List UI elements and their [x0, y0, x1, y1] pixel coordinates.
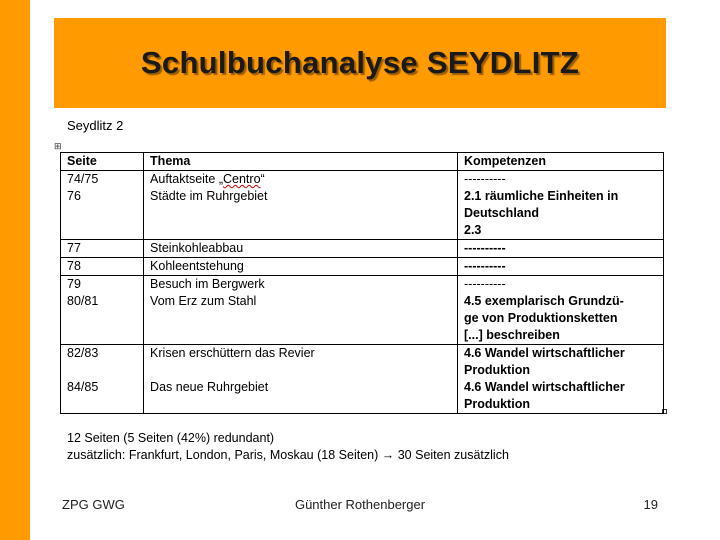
- seite-value: 76: [67, 189, 81, 203]
- cell-thema: [144, 276, 458, 345]
- seite-value: 78: [67, 259, 81, 273]
- thema-value: Krisen erschüttern das Revier: [150, 346, 315, 360]
- title-banner: [54, 18, 666, 108]
- seite-value: 74/75: [67, 172, 99, 186]
- kompetenz-value: Deutschland: [464, 206, 540, 220]
- cell-thema: [144, 258, 458, 276]
- summary-line: [67, 447, 509, 464]
- cell-seite: [61, 258, 144, 276]
- seite-value: 84/85: [67, 380, 99, 394]
- seite-value: 77: [67, 241, 81, 255]
- summary-text: 30 Seiten zusätzlich: [397, 448, 509, 462]
- left-accent-bar: [0, 0, 30, 540]
- thema-misspelled-word: Centro: [223, 172, 261, 186]
- cell-thema: [144, 240, 458, 258]
- thema-value: Kohleentstehung: [150, 259, 244, 273]
- cell-kompetenzen: [458, 240, 664, 258]
- table-header-row: [61, 153, 664, 171]
- kompetenz-value: ----------: [464, 241, 506, 255]
- table-row: [61, 345, 664, 414]
- table-row: [61, 258, 664, 276]
- thema-text: Auftaktseite „: [150, 172, 223, 186]
- kompetenz-value: ----------: [464, 259, 506, 273]
- footer-left: ZPG GWG: [62, 497, 125, 512]
- cell-seite: [61, 276, 144, 345]
- cell-kompetenzen: [458, 258, 664, 276]
- table-row: [61, 240, 664, 258]
- kompetenz-value: 4.6 Wandel wirtschaftlicher: [464, 380, 625, 394]
- table-anchor-icon: ⊞: [54, 141, 62, 151]
- table-row: [61, 171, 664, 240]
- kompetenz-value: ge von Produktionsketten: [464, 311, 618, 325]
- slide-title: Schulbuchanalyse SEYDLITZ: [140, 45, 580, 80]
- cell-kompetenzen: [458, 171, 664, 240]
- kompetenz-value: 2.1 räumliche Einheiten in: [464, 189, 619, 203]
- thema-text: “: [260, 172, 265, 186]
- document-subtitle: Seydlitz 2: [67, 118, 124, 133]
- kompetenz-value: Produktion: [464, 363, 530, 377]
- header-kompetenzen: Kompetenzen: [458, 153, 664, 171]
- summary-line: 12 Seiten (5 Seiten (42%) redundant): [67, 431, 275, 445]
- thema-value: Vom Erz zum Stahl: [150, 294, 257, 308]
- cell-seite: [61, 171, 144, 240]
- thema-value: Steinkohleabbau: [150, 241, 244, 255]
- thema-value: Das neue Ruhrgebiet: [150, 380, 269, 394]
- thema-value: Städte im Ruhrgebiet: [150, 189, 268, 203]
- kompetenz-value: ----------: [464, 277, 506, 291]
- table-row: [61, 276, 664, 345]
- cell-thema: [144, 171, 458, 240]
- kompetenz-value: Produktion: [464, 397, 530, 411]
- cell-kompetenzen: [458, 276, 664, 345]
- thema-value: Besuch im Bergwerk: [150, 277, 265, 291]
- header-seite: Seite: [61, 153, 144, 171]
- footer-author: Günther Rothenberger: [294, 497, 426, 512]
- thema-value: [150, 171, 451, 188]
- content-table: [60, 152, 664, 414]
- cell-kompetenzen: [458, 345, 664, 414]
- seite-value: 79: [67, 277, 81, 291]
- cell-seite: [61, 345, 144, 414]
- summary-text: zusätzlich: Frankfurt, London, Paris, Moskau (18 Seiten): [67, 448, 379, 462]
- kompetenz-value: 2.3: [464, 223, 482, 237]
- kompetenz-value: 4.5 exemplarisch Grundzü-: [464, 294, 624, 308]
- arrow-icon: →: [381, 448, 395, 462]
- cell-thema: [144, 345, 458, 414]
- summary-block: [67, 430, 509, 464]
- page-number: 19: [643, 497, 658, 512]
- cell-seite: [61, 240, 144, 258]
- seite-value: 80/81: [67, 294, 99, 308]
- kompetenz-value: ----------: [464, 172, 506, 186]
- seite-value: 82/83: [67, 346, 99, 360]
- kompetenz-value: 4.6 Wandel wirtschaftlicher: [464, 346, 625, 360]
- kompetenz-value: [...] beschreiben: [464, 328, 560, 342]
- header-thema: Thema: [144, 153, 458, 171]
